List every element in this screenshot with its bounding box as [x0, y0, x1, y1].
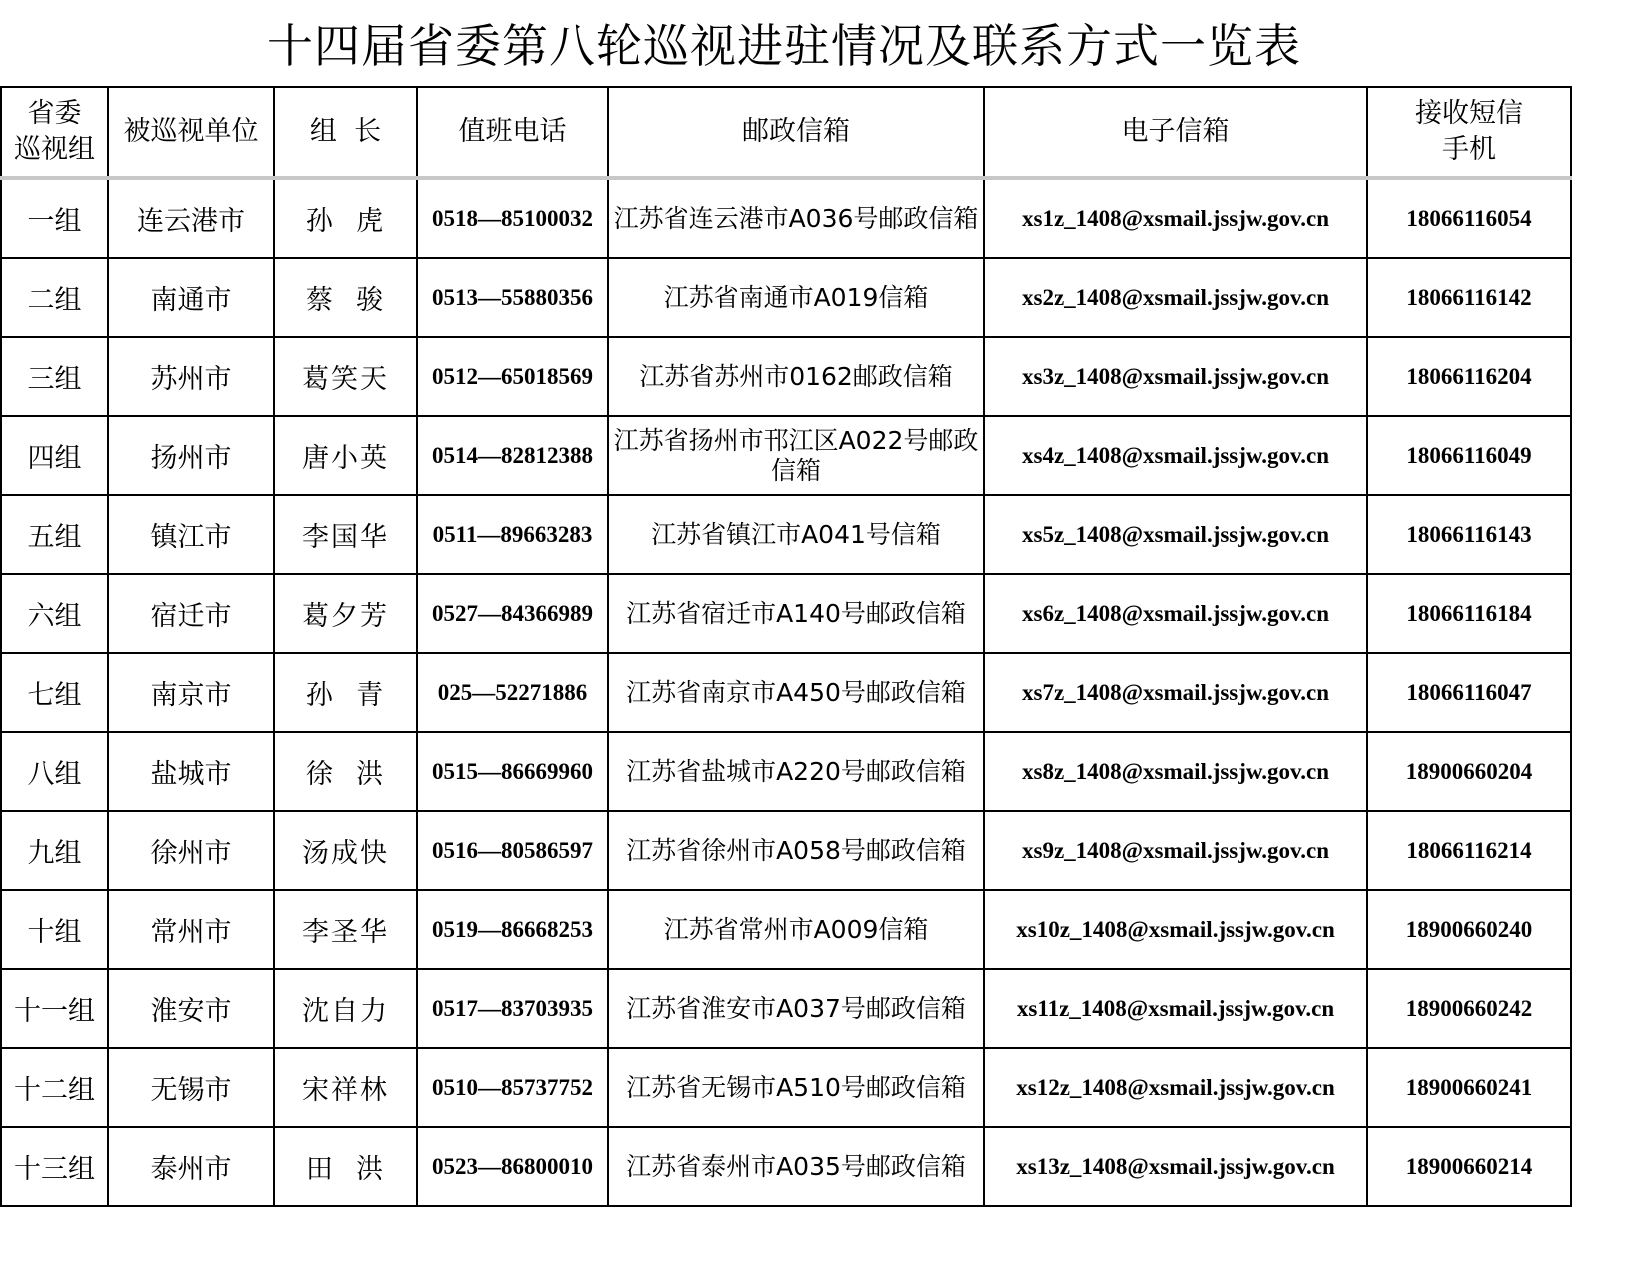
- cell-email: xs11z_1408@xsmail.jssjw.gov.cn: [984, 969, 1367, 1048]
- cell-leader: 汤成快: [274, 811, 417, 890]
- cell-sms: 18066116143: [1367, 495, 1571, 574]
- header-phone: 值班电话: [417, 87, 608, 178]
- cell-postbox: 江苏省盐城市A220号邮政信箱: [608, 732, 984, 811]
- table-body: [1, 178, 1571, 1206]
- cell-sms: 18900660242: [1367, 969, 1571, 1048]
- cell-leader: 田 洪: [274, 1127, 417, 1206]
- cell-postbox: 江苏省连云港市A036号邮政信箱: [608, 178, 984, 258]
- cell-postbox: 江苏省常州市A009信箱: [608, 890, 984, 969]
- cell-group: 九组: [1, 811, 108, 890]
- cell-unit: 宿迁市: [108, 574, 274, 653]
- cell-postbox: 江苏省泰州市A035号邮政信箱: [608, 1127, 984, 1206]
- cell-postbox: 江苏省镇江市A041号信箱: [608, 495, 984, 574]
- cell-postbox: 江苏省淮安市A037号邮政信箱: [608, 969, 984, 1048]
- header-leader: 组 长: [274, 87, 417, 178]
- table-row: [1, 337, 1571, 416]
- cell-leader: 沈自力: [274, 969, 417, 1048]
- cell-leader: 徐 洪: [274, 732, 417, 811]
- header-group: [1, 87, 108, 178]
- cell-phone: 0515—86669960: [417, 732, 608, 811]
- cell-postbox: 江苏省南通市A019信箱: [608, 258, 984, 337]
- cell-leader: 葛夕芳: [274, 574, 417, 653]
- cell-leader: 孙 青: [274, 653, 417, 732]
- cell-sms: 18066116049: [1367, 416, 1571, 495]
- header-sms: [1367, 87, 1571, 178]
- cell-group: 十三组: [1, 1127, 108, 1206]
- cell-unit: 淮安市: [108, 969, 274, 1048]
- table-row: [1, 653, 1571, 732]
- cell-postbox: 江苏省苏州市0162邮政信箱: [608, 337, 984, 416]
- cell-unit: 徐州市: [108, 811, 274, 890]
- cell-phone: 0527—84366989: [417, 574, 608, 653]
- header-sms-line2: 手机: [1442, 134, 1496, 165]
- cell-unit: 无锡市: [108, 1048, 274, 1127]
- cell-group: 六组: [1, 574, 108, 653]
- cell-email: xs13z_1408@xsmail.jssjw.gov.cn: [984, 1127, 1367, 1206]
- cell-group: 三组: [1, 337, 108, 416]
- cell-unit: 南通市: [108, 258, 274, 337]
- cell-group: 十组: [1, 890, 108, 969]
- cell-leader: 李圣华: [274, 890, 417, 969]
- cell-unit: 常州市: [108, 890, 274, 969]
- cell-phone: 0510—85737752: [417, 1048, 608, 1127]
- cell-email: xs7z_1408@xsmail.jssjw.gov.cn: [984, 653, 1367, 732]
- cell-leader: 葛笑天: [274, 337, 417, 416]
- cell-group: 二组: [1, 258, 108, 337]
- cell-email: xs12z_1408@xsmail.jssjw.gov.cn: [984, 1048, 1367, 1127]
- cell-unit: 苏州市: [108, 337, 274, 416]
- cell-postbox: 江苏省南京市A450号邮政信箱: [608, 653, 984, 732]
- table-header-row: [1, 87, 1571, 178]
- table-row: [1, 495, 1571, 574]
- cell-leader: 李国华: [274, 495, 417, 574]
- cell-postbox: 江苏省扬州市邗江区A022号邮政信箱: [608, 416, 984, 495]
- cell-sms: 18900660204: [1367, 732, 1571, 811]
- header-group-line1: 省委: [27, 98, 82, 129]
- table-row: [1, 178, 1571, 258]
- cell-phone: 0523—86800010: [417, 1127, 608, 1206]
- cell-postbox: 江苏省徐州市A058号邮政信箱: [608, 811, 984, 890]
- table-row: [1, 1127, 1571, 1206]
- table-row: [1, 811, 1571, 890]
- cell-phone: 0517—83703935: [417, 969, 608, 1048]
- cell-phone: 0513—55880356: [417, 258, 608, 337]
- cell-email: xs6z_1408@xsmail.jssjw.gov.cn: [984, 574, 1367, 653]
- document-title: 十四届省委第八轮巡视进驻情况及联系方式一览表: [267, 19, 1301, 73]
- cell-sms: 18066116204: [1367, 337, 1571, 416]
- cell-email: xs5z_1408@xsmail.jssjw.gov.cn: [984, 495, 1367, 574]
- cell-group: 一组: [1, 178, 108, 258]
- cell-postbox: 江苏省宿迁市A140号邮政信箱: [608, 574, 984, 653]
- cell-sms: 18066116142: [1367, 258, 1571, 337]
- table-row: [1, 732, 1571, 811]
- cell-sms: 18066116047: [1367, 653, 1571, 732]
- cell-unit: 泰州市: [108, 1127, 274, 1206]
- cell-sms: 18066116214: [1367, 811, 1571, 890]
- cell-group: 八组: [1, 732, 108, 811]
- cell-group: 十二组: [1, 1048, 108, 1127]
- header-group-line2: 巡视组: [14, 134, 95, 165]
- cell-leader: 宋祥林: [274, 1048, 417, 1127]
- header-sms-line1: 接收短信: [1415, 98, 1523, 129]
- cell-sms: 18900660241: [1367, 1048, 1571, 1127]
- header-unit: 被巡视单位: [108, 87, 274, 178]
- cell-unit: 连云港市: [108, 178, 274, 258]
- cell-phone: 0518—85100032: [417, 178, 608, 258]
- cell-sms: 18066116054: [1367, 178, 1571, 258]
- cell-email: xs10z_1408@xsmail.jssjw.gov.cn: [984, 890, 1367, 969]
- cell-unit: 镇江市: [108, 495, 274, 574]
- table-row: [1, 574, 1571, 653]
- cell-email: xs2z_1408@xsmail.jssjw.gov.cn: [984, 258, 1367, 337]
- cell-leader: 唐小英: [274, 416, 417, 495]
- cell-leader: 孙 虎: [274, 178, 417, 258]
- cell-phone: 0512—65018569: [417, 337, 608, 416]
- table-row: [1, 258, 1571, 337]
- cell-postbox: 江苏省无锡市A510号邮政信箱: [608, 1048, 984, 1127]
- cell-unit: 盐城市: [108, 732, 274, 811]
- cell-sms: 18900660240: [1367, 890, 1571, 969]
- cell-email: xs1z_1408@xsmail.jssjw.gov.cn: [984, 178, 1367, 258]
- cell-email: xs8z_1408@xsmail.jssjw.gov.cn: [984, 732, 1367, 811]
- header-email: 电子信箱: [984, 87, 1367, 178]
- cell-email: xs9z_1408@xsmail.jssjw.gov.cn: [984, 811, 1367, 890]
- cell-phone: 0516—80586597: [417, 811, 608, 890]
- cell-group: 四组: [1, 416, 108, 495]
- cell-group: 十一组: [1, 969, 108, 1048]
- cell-phone: 025—52271886: [417, 653, 608, 732]
- contact-table: [0, 86, 1572, 1207]
- header-postbox: 邮政信箱: [608, 87, 984, 178]
- cell-phone: 0511—89663283: [417, 495, 608, 574]
- table-row: [1, 969, 1571, 1048]
- cell-unit: 扬州市: [108, 416, 274, 495]
- table-row: [1, 1048, 1571, 1127]
- cell-leader: 蔡 骏: [274, 258, 417, 337]
- cell-phone: 0519—86668253: [417, 890, 608, 969]
- cell-sms: 18900660214: [1367, 1127, 1571, 1206]
- cell-group: 五组: [1, 495, 108, 574]
- cell-email: xs3z_1408@xsmail.jssjw.gov.cn: [984, 337, 1367, 416]
- cell-phone: 0514—82812388: [417, 416, 608, 495]
- cell-email: xs4z_1408@xsmail.jssjw.gov.cn: [984, 416, 1367, 495]
- cell-sms: 18066116184: [1367, 574, 1571, 653]
- table-row: [1, 416, 1571, 495]
- table-row: [1, 890, 1571, 969]
- cell-unit: 南京市: [108, 653, 274, 732]
- cell-group: 七组: [1, 653, 108, 732]
